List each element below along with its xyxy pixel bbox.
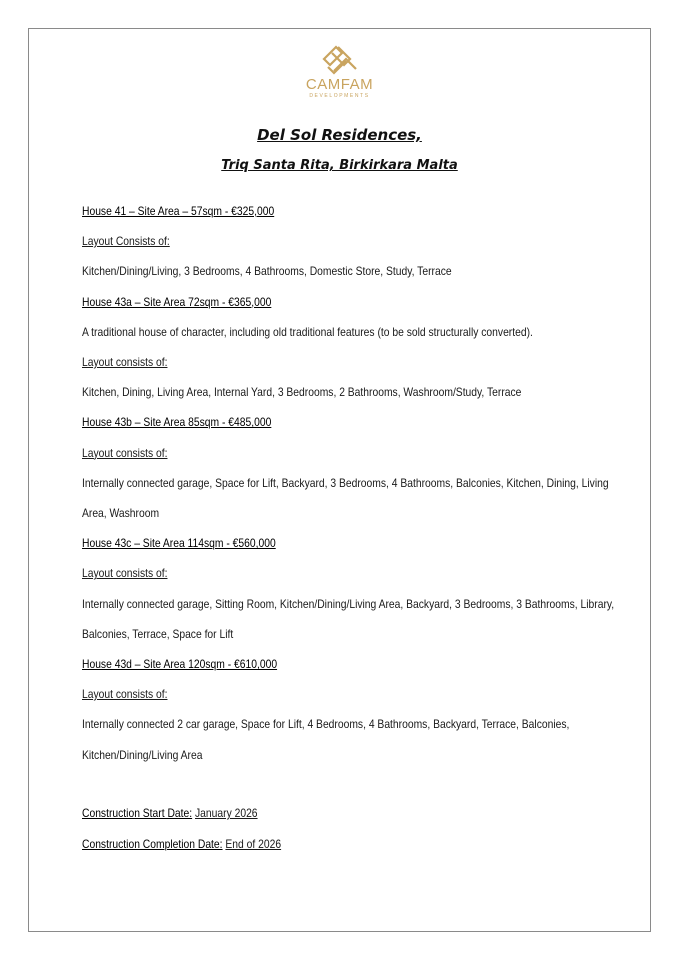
house-41-heading: House 41 – Site Area – 57sqm - €325,000 <box>82 204 275 218</box>
construction-start <box>82 798 622 828</box>
house-41-layout-label: Layout Consists of: <box>82 234 170 249</box>
page-title: Del Sol Residences, <box>257 126 422 144</box>
construction-completion <box>82 829 622 859</box>
camfam-logo-icon <box>320 42 360 76</box>
house-43c-layout-line-2: Balconies, Terrace, Space for Lift <box>82 626 234 641</box>
house-43b-layout-line-1: Internally connected garage, Space for Lift, Backyard, 3 Bedrooms, 4 Bathrooms, Balconies, Kitchen, Dining, Living <box>82 475 609 490</box>
company-logo <box>0 42 679 100</box>
house-43a-layout-label: Layout consists of: <box>82 355 168 370</box>
construction-start-value: January 2026 <box>195 806 258 821</box>
house-43c-layout-line-1: Internally connected garage, Sitting Room, Kitchen/Dining/Living Area, Backyard, 3 Bedrooms, 3 Bathrooms, Library, <box>82 596 615 611</box>
construction-completion-value: End of 2026 <box>225 836 282 851</box>
house-43b-layout-label: Layout consists of: <box>82 445 168 460</box>
page-subtitle: Triq Santa Rita, Birkirkara Malta <box>221 158 458 173</box>
house-43d-heading: House 43d – Site Area 120sqm - €610,000 <box>82 657 278 672</box>
house-43c-layout-label: Layout consists of: <box>82 566 168 581</box>
house-43d-layout-line-1: Internally connected 2 car garage, Space for Lift, 4 Bedrooms, 4 Bathrooms, Backyard, Terrace, Balconies, <box>82 717 570 732</box>
logo-name: CAMFAM <box>305 76 374 93</box>
house-43a-layout: Kitchen, Dining, Living Area, Internal Yard, 3 Bedrooms, 2 Bathrooms, Washroom/Study, Terrace <box>82 385 522 400</box>
house-43d-layout-line-2: Kitchen/Dining/Living Area <box>82 747 203 762</box>
house-43b-heading: House 43b – Site Area 85sqm - €485,000 <box>82 415 272 430</box>
document-body <box>82 196 622 859</box>
construction-completion-label: Construction Completion Date: <box>82 836 223 851</box>
house-43a-heading: House 43a – Site Area 72sqm - €365,000 <box>82 294 272 309</box>
logo-tagline: DEVELOPMENTS <box>309 93 370 99</box>
house-43d-layout-label: Layout consists of: <box>82 687 168 702</box>
house-43c-heading: House 43c – Site Area 114sqm - €560,000 <box>82 536 276 551</box>
construction-start-label: Construction Start Date: <box>82 806 193 821</box>
house-43a-description: A traditional house of character, including old traditional features (to be sold structurally converted). <box>82 324 533 339</box>
house-41-layout: Kitchen/Dining/Living, 3 Bedrooms, 4 Bathrooms, Domestic Store, Study, Terrace <box>82 264 452 279</box>
section-spacer <box>82 770 622 799</box>
house-43b-layout-line-2: Area, Washroom <box>82 506 160 521</box>
